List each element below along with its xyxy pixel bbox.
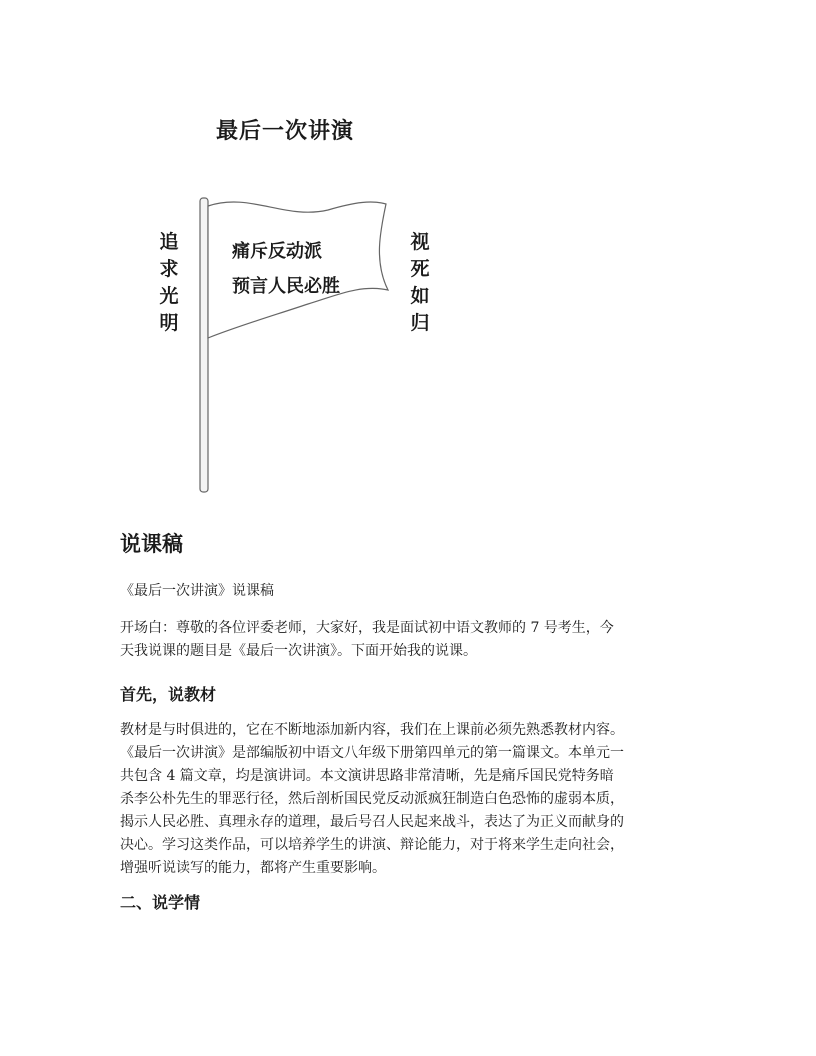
- right-slogan-char: 视: [410, 231, 430, 253]
- flag-text-line: 痛斥反动派: [232, 241, 322, 262]
- right-slogan-char: 归: [410, 312, 430, 334]
- left-slogan-char: 明: [159, 312, 179, 334]
- section-heading-students: 二、说学情: [120, 893, 201, 912]
- right-slogan-char: 如: [410, 285, 430, 307]
- paragraph-line: 天我说课的题目是《最后一次讲演》。下面开始我的说课。: [120, 643, 477, 659]
- paragraph-line: 增强听说读写的能力，都将产生重要影响。: [120, 860, 386, 876]
- paragraph-line: 教材是与时俱进的，它在不断地添加新内容，我们在上课前必须先熟悉教材内容。: [120, 722, 624, 738]
- paragraph-line: 决心。学习这类作品，可以培养学生的讲演、辩论能力，对于将来学生走向社会，: [120, 837, 624, 853]
- paragraph-line: 共包含 4 篇文章，均是演讲词。本文演讲思路非常清晰，先是痛斥国民党特务暗: [120, 768, 614, 784]
- left-slogan-char: 光: [159, 285, 179, 307]
- material-paragraph: [120, 719, 700, 880]
- left-slogan-char: 求: [159, 258, 179, 280]
- doc-subtitle: 《最后一次讲演》说课稿: [120, 583, 274, 599]
- paragraph-line: 揭示人民必胜、真理永存的道理，最后号召人民起来战斗，表达了为正义而献身的: [120, 814, 624, 830]
- flag-text-line: 预言人民必胜: [232, 276, 340, 297]
- doc-heading: 说课稿: [120, 532, 183, 556]
- left-vertical-slogan: [154, 229, 184, 337]
- paragraph-line: 《最后一次讲演》是部编版初中语文八年级下册第四单元的第一篇课文。本单元一: [120, 745, 624, 761]
- right-slogan-char: 死: [410, 258, 430, 280]
- opening-paragraph: [120, 617, 700, 663]
- paragraph-line: 杀李公朴先生的罪恶行径，然后剖析国民党反动派疯狂制造白色恐怖的虚弱本质，: [120, 791, 624, 807]
- board-title: 最后一次讲演: [216, 119, 355, 144]
- right-vertical-slogan: [405, 229, 435, 337]
- left-slogan-char: 追: [159, 231, 179, 253]
- paragraph-line: 开场白：尊敬的各位评委老师，大家好，我是面试初中语文教师的 7 号考生，今: [120, 620, 614, 636]
- section-heading-material: 首先，说教材: [120, 685, 217, 704]
